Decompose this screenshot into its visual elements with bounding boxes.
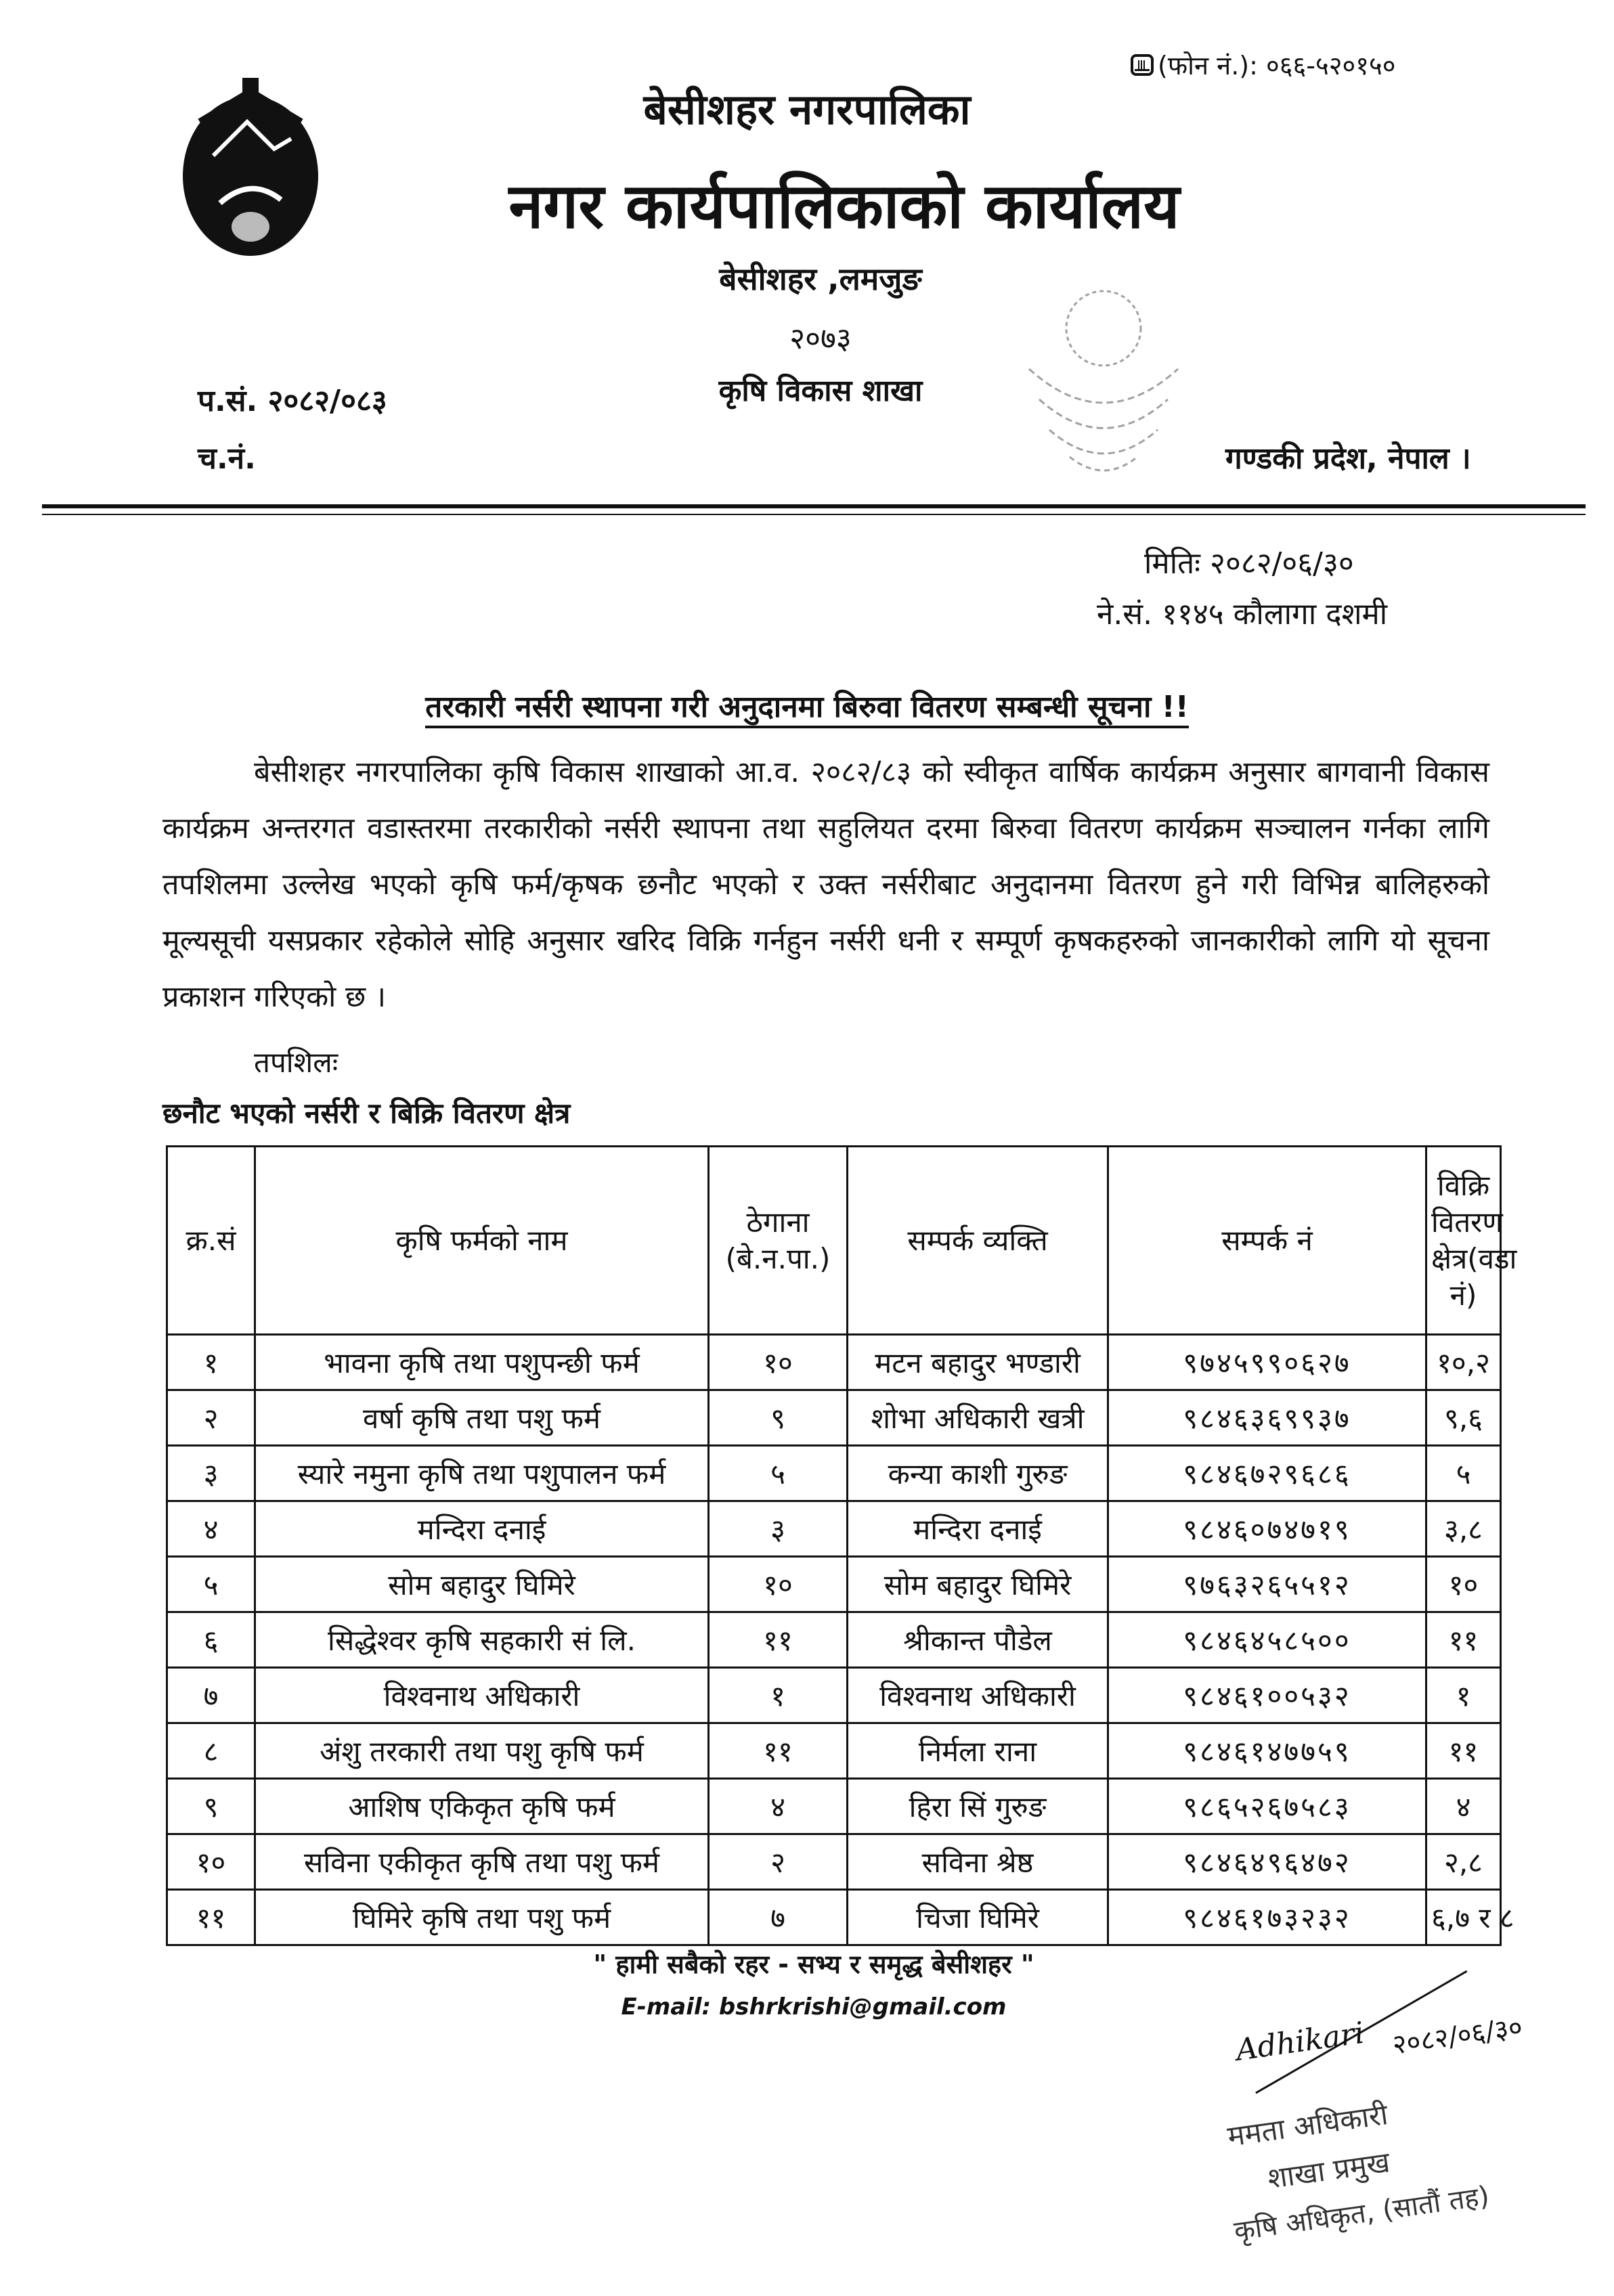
notice-subject — [0, 685, 1614, 726]
farm-name-cell: भावना कृषि तथा पशुपन्छी फर्म — [255, 1335, 709, 1390]
farm-name-cell: घिमिरे कृषि तथा पशु फर्म — [255, 1890, 709, 1945]
distribution-area-cell: ३,८ — [1426, 1501, 1501, 1557]
header-distribution-area: विक्रि वितरण क्षेत्र(वडा नं) — [1426, 1147, 1501, 1335]
contact-person-cell: विश्वनाथ अधिकारी — [848, 1668, 1108, 1723]
serial-cell: ६ — [167, 1612, 255, 1668]
distribution-area-cell: ४ — [1426, 1779, 1501, 1834]
phone-label: (फोन नं.): ०६६-५२०१५० — [1158, 51, 1396, 81]
contact-number-cell: ९८४६१४७७५९ — [1108, 1723, 1426, 1779]
contact-person-cell: श्रीकान्त पौडेल — [848, 1612, 1108, 1668]
address-cell: ९ — [709, 1390, 848, 1446]
notice-subject-text: तरकारी नर्सरी स्थापना गरी अनुदानमा बिरुवा वितरण सम्बन्धी सूचना !! — [425, 690, 1189, 728]
contact-number-cell: ९८४६३६९९३७ — [1108, 1390, 1426, 1446]
branch-name: कृषि विकास शाखा — [718, 374, 923, 408]
telephone-icon — [1131, 54, 1154, 76]
farm-name-cell: सविना एकीकृत कृषि तथा पशु फर्म — [255, 1834, 709, 1890]
province-name: गण्डकी प्रदेश, नेपाल । — [1225, 441, 1471, 476]
office-address: बेसीशहर ,लमजुङ — [719, 261, 922, 297]
address-cell: १ — [709, 1668, 848, 1723]
header-contact-number: सम्पर्क नं — [1108, 1147, 1426, 1335]
distribution-area-cell: १० — [1426, 1557, 1501, 1612]
farm-name-cell: स्यारे नमुना कृषि तथा पशुपालन फर्म — [255, 1446, 709, 1501]
table-row — [167, 1501, 1501, 1557]
nepal-sambat-date: ने.सं. ११४५ कौलागा दशमी — [1097, 597, 1388, 632]
nursery-table — [166, 1145, 1517, 1946]
header-farm-name: कृषि फर्मको नाम — [255, 1147, 709, 1335]
address-cell: १० — [709, 1335, 848, 1390]
signatory-designation: कृषि अधिकृत, (सातौं तह) — [1231, 2180, 1491, 2247]
serial-cell: ११ — [167, 1890, 255, 1945]
phone-number — [1131, 47, 1396, 83]
table-header-row — [167, 1147, 1501, 1335]
serial-cell: १० — [167, 1834, 255, 1890]
contact-person-cell: सविना श्रेष्ठ — [848, 1834, 1108, 1890]
farm-name-cell: वर्षा कृषि तथा पशु फर्म — [255, 1390, 709, 1446]
contact-number-cell: ९७६३२६५५१२ — [1108, 1557, 1426, 1612]
distribution-area-cell: २,८ — [1426, 1834, 1501, 1890]
distribution-area-cell: ११ — [1426, 1612, 1501, 1668]
municipality-name: बेसीशहर नगरपालिका — [643, 85, 971, 134]
date: मितिः २०८२/०६/३० — [1144, 546, 1354, 581]
established-year: २०७३ — [789, 322, 852, 356]
distribution-area-cell: ६,७ र ८ — [1426, 1890, 1501, 1945]
address-cell: ११ — [709, 1612, 848, 1668]
table-row — [167, 1612, 1501, 1668]
address-cell: २ — [709, 1834, 848, 1890]
reference-number: प.सं. २०८२/०८३ — [198, 384, 387, 418]
table-caption: छनौट भएको नर्सरी र बिक्रि वितरण क्षेत्र — [162, 1097, 571, 1130]
farm-name-cell: अंशु तरकारी तथा पशु कृषि फर्म — [255, 1723, 709, 1779]
dispatch-number: च.नं. — [198, 441, 256, 476]
address-cell: ७ — [709, 1890, 848, 1945]
address-cell: ११ — [709, 1723, 848, 1779]
serial-cell: २ — [167, 1390, 255, 1446]
farm-name-cell: विश्वनाथ अधिकारी — [255, 1668, 709, 1723]
address-cell: १० — [709, 1557, 848, 1612]
serial-cell: ८ — [167, 1723, 255, 1779]
table-row — [167, 1834, 1501, 1890]
farm-name-cell: मन्दिरा दनाई — [255, 1501, 709, 1557]
contact-person-cell: मटन बहादुर भण्डारी — [848, 1335, 1108, 1390]
address-cell: ५ — [709, 1446, 848, 1501]
serial-cell: ७ — [167, 1668, 255, 1723]
farm-name-cell: आशिष एकिकृत कृषि फर्म — [255, 1779, 709, 1834]
contact-person-cell: मन्दिरा दनाई — [848, 1501, 1108, 1557]
serial-cell: ९ — [167, 1779, 255, 1834]
header-serial: क्र.सं — [167, 1147, 255, 1335]
contact-person-cell: हिरा सिं गुरुङ — [848, 1779, 1108, 1834]
serial-cell: ५ — [167, 1557, 255, 1612]
contact-number-cell: ९८४६१००५३२ — [1108, 1668, 1426, 1723]
office-seal-stamp-icon — [1009, 267, 1198, 498]
distribution-area-cell: १०,२ — [1426, 1335, 1501, 1390]
contact-number-cell: ९८४६७२९६८६ — [1108, 1446, 1426, 1501]
contact-number-cell: ९७४५९९०६२७ — [1108, 1335, 1426, 1390]
header-contact-person: सम्पर्क व्यक्ति — [848, 1147, 1108, 1335]
office-name: नगर कार्यपालिकाको कार्यालय — [508, 170, 1180, 242]
table-row — [167, 1890, 1501, 1945]
signature-block — [1205, 1971, 1614, 2278]
motto: " हामी सबैको रहर - सभ्य र समृद्ध बेसीशहर " — [593, 1949, 1034, 1979]
email-address[interactable]: E-mail: bshrkrishi@gmail.com — [621, 1993, 1007, 2021]
notice-body: बेसीशहर नगरपालिका कृषि विकास शाखाको आ.व. २०८२/८३ को स्वीकृत वार्षिक कार्यक्रम अनुसार बागवानी विकास कार्यक्रम अन्तरगत वडास्तरमा तरकारीको नर्सरी स्थापना तथा सहुलियत दरमा बिरुवा वितरण कार्यक्रम सञ्चालन गर्नका लागि तपशिलमा उल्लेख भएको कृषि फर्म/कृषक छनौट भएको र उक्त नर्सरीबाट अनुदानमा वितरण हुने गरी विभिन्न बालिहरुको मूल्यसूची यसप्रकार रहेकोले सोहि अनुसार खरिद विक्रि गर्नहुन नर्सरी धनी र सम्पूर्ण कृषकहरुको जानकारीको लागि यो सूचना प्रकाशन गरिएको छ । — [162, 755, 1489, 1014]
distribution-area-cell: ९,६ — [1426, 1390, 1501, 1446]
signatory-name: ममता अधिकारी — [1225, 2098, 1390, 2153]
distribution-area-cell: १ — [1426, 1668, 1501, 1723]
contact-number-cell: ९८४६१७३२३२ — [1108, 1890, 1426, 1945]
signature-scribble: Adhikari — [1234, 2015, 1366, 2068]
table-row — [167, 1723, 1501, 1779]
contact-number-cell: ९८६५२६७५८३ — [1108, 1779, 1426, 1834]
signature-date: २०८२/०६/३० — [1390, 2012, 1525, 2061]
table-row — [167, 1335, 1501, 1390]
serial-cell: १ — [167, 1335, 255, 1390]
address-cell: ४ — [709, 1779, 848, 1834]
farm-name-cell: सोम बहादुर घिमिरे — [255, 1557, 709, 1612]
contact-number-cell: ९८४६४९६४७२ — [1108, 1834, 1426, 1890]
contact-person-cell: सोम बहादुर घिमिरे — [848, 1557, 1108, 1612]
contact-person-cell: निर्मला राना — [848, 1723, 1108, 1779]
serial-cell: ४ — [167, 1501, 255, 1557]
contact-number-cell: ९८४६०७४७१९ — [1108, 1501, 1426, 1557]
table-row — [167, 1668, 1501, 1723]
schedule-label: तपशिलः — [254, 1046, 339, 1079]
farm-name-cell: सिद्धेश्वर कृषि सहकारी सं लि. — [255, 1612, 709, 1668]
contact-number-cell: ९८४६४५८५०० — [1108, 1612, 1426, 1668]
serial-cell: ३ — [167, 1446, 255, 1501]
table-row — [167, 1390, 1501, 1446]
header-divider — [42, 504, 1586, 515]
contact-person-cell: चिजा घिमिरे — [848, 1890, 1108, 1945]
distribution-area-cell: ११ — [1426, 1723, 1501, 1779]
address-cell: ३ — [709, 1501, 848, 1557]
contact-person-cell: शोभा अधिकारी खत्री — [848, 1390, 1108, 1446]
table-row — [167, 1557, 1501, 1612]
signatory-title: शाखा प्रमुख — [1265, 2145, 1392, 2196]
header-address: ठेगाना (बे.न.पा.) — [709, 1147, 848, 1335]
table-row — [167, 1779, 1501, 1834]
contact-person-cell: कन्या काशी गुरुङ — [848, 1446, 1108, 1501]
table-row — [167, 1446, 1501, 1501]
distribution-area-cell: ५ — [1426, 1446, 1501, 1501]
